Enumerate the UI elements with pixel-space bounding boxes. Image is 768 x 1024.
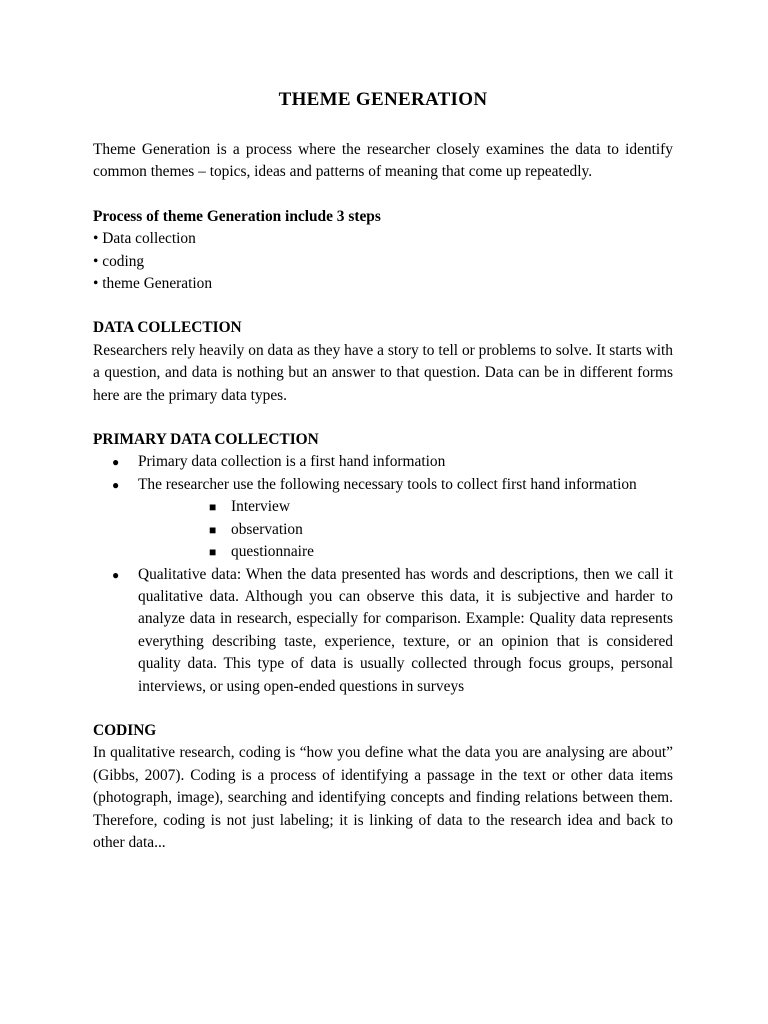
document-page [93,88,673,854]
tools-list [93,496,673,563]
list-item [93,541,673,563]
bullet-text: Qualitative data: When the data presented has words and descriptions, then we call it qualitative data. Although you can observe this data, it is subjective and harder to analyze data in research, especially for comparison. Example: Quality data represents everything describing taste, experience, texture, or an opinion that is considered quality data. This type of data is usually collected through focus groups, personal interviews, or using open-ended questions in surveys [138,565,673,695]
primary-bullet-list [93,451,673,496]
square-bullet-icon: ■ [209,545,217,560]
list-item [93,564,673,698]
bullet-icon: ● [112,477,120,492]
bullet-text: The researcher use the following necessary tools to collect first hand information [138,475,637,493]
process-heading: Process of theme Generation include 3 steps [93,207,381,225]
data-collection-heading: DATA COLLECTION [93,319,242,337]
process-step: • Data collection [93,230,196,248]
tool-text: observation [231,520,303,538]
document-title: THEME GENERATION [278,89,488,110]
coding-paragraph: In qualitative research, coding is “how you define what the data you are analysing are about” (Gibbs, 2007). Coding is a process of identifying a passage in the text or other data items (photograph, image), searching and identifying concepts and finding relations between them. Therefore, coding is not just labeling; it is linking of data to the research idea and back to other data... [93,744,673,851]
tool-text: Interview [231,498,290,516]
bullet-text: Primary data collection is a first hand information [138,453,446,471]
process-step: • coding [93,252,145,270]
list-item [93,474,673,496]
square-bullet-icon: ■ [209,522,217,537]
primary-data-collection-heading: PRIMARY DATA COLLECTION [93,431,319,449]
data-collection-paragraph: Researchers rely heavily on data as they have a story to tell or problems to solve. It starts with a question, and data is nothing but an answer to that question. Data can be in different forms here are the primary data types. [93,341,673,404]
square-bullet-icon: ■ [209,500,217,515]
list-item [93,519,673,541]
bullet-icon: ● [112,567,120,582]
list-item [93,496,673,518]
list-item [93,451,673,473]
bullet-icon: ● [112,455,120,470]
primary-bullet-list-continued [93,564,673,698]
coding-heading: CODING [93,721,157,739]
process-step: • theme Generation [93,275,213,293]
intro-paragraph: Theme Generation is a process where the researcher closely examines the data to identify common themes – topics, ideas and patterns of meaning that come up repeatedly. [93,141,673,181]
tool-text: questionnaire [231,543,314,561]
